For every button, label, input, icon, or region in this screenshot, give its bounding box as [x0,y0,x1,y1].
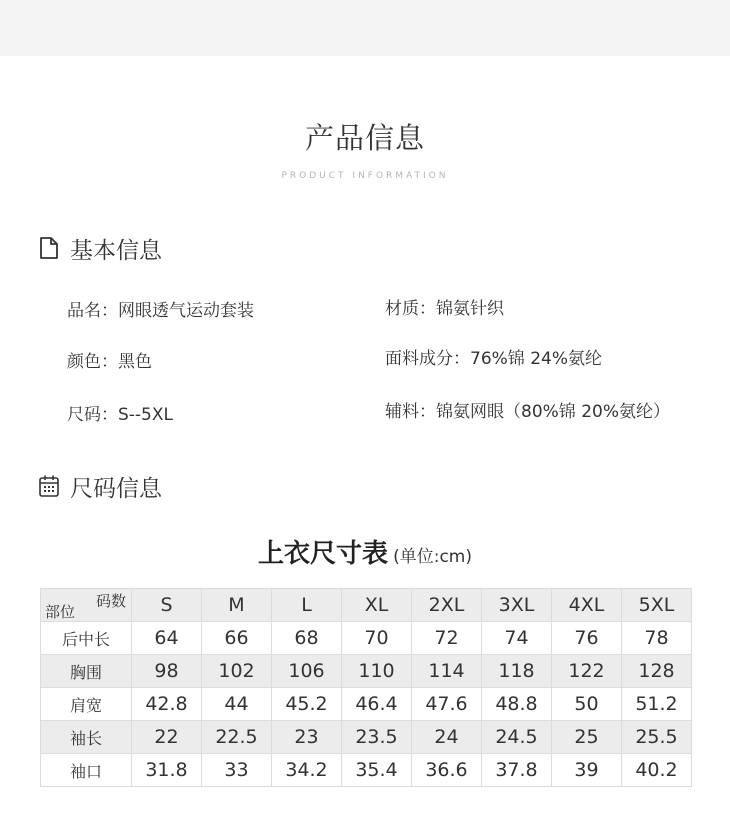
size-header-cell: 2XL [412,589,482,622]
corner-part-label: 部位 [45,603,76,621]
page-title: 产品信息 [304,121,425,155]
size-header-cell: M [202,589,272,622]
table-cell: 47.6 [412,688,482,721]
size-info-label: 尺码信息 [70,475,162,502]
table-row [41,688,692,721]
table-cell: 51.2 [622,688,692,721]
size-header-cell: 5XL [622,589,692,622]
table-cell: 33 [202,754,272,787]
document-icon [38,236,60,260]
table-row [41,622,692,655]
basic-info-label: 基本信息 [70,237,162,264]
table-cell: 22.5 [202,721,272,754]
table-cell: 36.6 [412,754,482,787]
row-part-label: 肩宽 [41,688,132,721]
page-subtitle: PRODUCT INFORMATION [281,171,449,181]
size-table-title-text: 上衣尺寸表 [257,539,388,569]
table-cell: 128 [622,655,692,688]
table-row [41,655,692,688]
table-cell: 98 [132,655,202,688]
table-cell: 66 [202,622,272,655]
row-part-label: 袖口 [41,754,132,787]
size-table-unit: (单位:cm) [393,547,472,567]
info-color: 颜色：黑色 [67,352,152,372]
table-cell: 24 [412,721,482,754]
table-cell: 68 [272,622,342,655]
table-cell: 122 [552,655,622,688]
table-cell: 34.2 [272,754,342,787]
table-cell: 45.2 [272,688,342,721]
table-cell: 74 [482,622,552,655]
table-cell: 44 [202,688,272,721]
size-table-title [0,533,730,570]
table-cell: 46.4 [342,688,412,721]
corner-size-label: 码数 [95,592,126,610]
table-cell: 76 [552,622,622,655]
info-product-name: 品名：网眼透气运动套装 [67,301,254,321]
table-cell: 22 [132,721,202,754]
size-header-cell: S [132,589,202,622]
table-cell: 25 [552,721,622,754]
table-cell: 114 [412,655,482,688]
table-cell: 106 [272,655,342,688]
table-cell: 72 [412,622,482,655]
info-fabric-composition: 面料成分：76%锦 24%氨纶 [385,349,602,369]
table-cell: 23 [272,721,342,754]
table-cell: 50 [552,688,622,721]
table-cell: 118 [482,655,552,688]
info-accessory-material: 辅料：锦氨网眼（80%锦 20%氨纶） [385,402,670,422]
table-cell: 42.8 [132,688,202,721]
top-band [0,0,730,56]
table-cell: 48.8 [482,688,552,721]
size-header-row [41,589,692,622]
table-cell: 39 [552,754,622,787]
header-corner-cell [41,589,132,622]
size-header-cell: 3XL [482,589,552,622]
size-info-heading [38,471,162,501]
table-cell: 35.4 [342,754,412,787]
info-material: 材质：锦氨针织 [385,299,504,319]
table-cell: 24.5 [482,721,552,754]
row-part-label: 后中长 [41,622,132,655]
basic-info-heading [38,233,162,263]
row-part-label: 袖长 [41,721,132,754]
table-cell: 25.5 [622,721,692,754]
table-row [41,754,692,787]
table-cell: 64 [132,622,202,655]
calendar-icon [38,474,60,498]
table-cell: 31.8 [132,754,202,787]
table-cell: 78 [622,622,692,655]
info-size-range: 尺码：S--5XL [67,405,173,425]
table-cell: 110 [342,655,412,688]
table-cell: 37.8 [482,754,552,787]
table-cell: 40.2 [622,754,692,787]
size-table [40,588,692,787]
table-cell: 23.5 [342,721,412,754]
size-header-cell: 4XL [552,589,622,622]
table-cell: 102 [202,655,272,688]
table-row [41,721,692,754]
row-part-label: 胸围 [41,655,132,688]
table-cell: 70 [342,622,412,655]
size-header-cell: L [272,589,342,622]
size-header-cell: XL [342,589,412,622]
